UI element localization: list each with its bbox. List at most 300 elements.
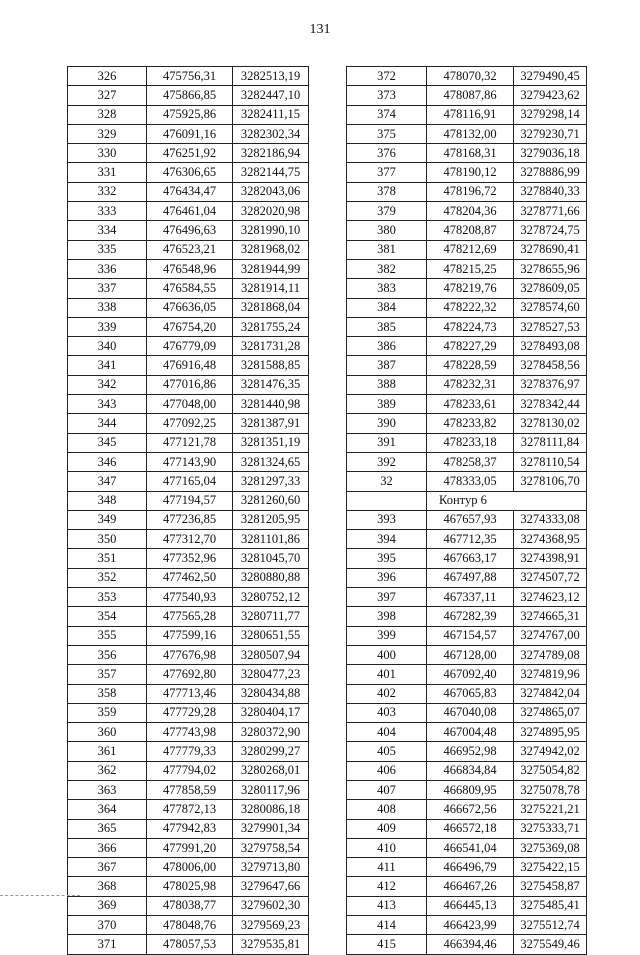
table-row — [347, 510, 587, 529]
point-number-cell: 393 — [347, 510, 427, 529]
x-coordinate-cell: 477462,50 — [147, 568, 233, 587]
table-row — [347, 124, 587, 143]
table-row — [347, 221, 587, 240]
table-row — [347, 472, 587, 491]
point-number-cell: 369 — [68, 896, 147, 915]
x-coordinate-cell: 477540,93 — [147, 588, 233, 607]
y-coordinate-cell: 3281968,02 — [233, 240, 309, 259]
table-row — [68, 433, 309, 452]
table-row — [68, 491, 309, 510]
point-number-cell: 365 — [68, 819, 147, 838]
table-row — [68, 182, 309, 201]
y-coordinate-cell: 3278886,99 — [514, 163, 587, 182]
table-row — [347, 684, 587, 703]
point-number-cell: 400 — [347, 645, 427, 664]
x-coordinate-cell: 475866,85 — [147, 86, 233, 105]
table-row — [68, 163, 309, 182]
point-number-cell: 327 — [68, 86, 147, 105]
x-coordinate-cell: 477143,90 — [147, 452, 233, 471]
y-coordinate-cell: 3278655,96 — [514, 259, 587, 278]
point-number-cell: 352 — [68, 568, 147, 587]
point-number-cell: 364 — [68, 800, 147, 819]
x-coordinate-cell: 467065,83 — [427, 684, 514, 703]
point-number-cell: 392 — [347, 452, 427, 471]
point-number-cell: 368 — [68, 877, 147, 896]
point-number-cell: 391 — [347, 433, 427, 452]
table-row — [68, 414, 309, 433]
table-row — [68, 298, 309, 317]
y-coordinate-cell: 3281045,70 — [233, 549, 309, 568]
x-coordinate-cell: 467337,11 — [427, 588, 514, 607]
table-row — [68, 472, 309, 491]
table-row — [347, 665, 587, 684]
y-coordinate-cell: 3278111,84 — [514, 433, 587, 452]
x-coordinate-cell: 477194,57 — [147, 491, 233, 510]
table-row — [68, 568, 309, 587]
y-coordinate-cell: 3274398,91 — [514, 549, 587, 568]
x-coordinate-cell: 476754,20 — [147, 317, 233, 336]
table-row — [347, 858, 587, 877]
table-row — [347, 780, 587, 799]
table-row — [347, 877, 587, 896]
point-number-cell: 410 — [347, 838, 427, 857]
y-coordinate-cell: 3281476,35 — [233, 375, 309, 394]
y-coordinate-cell: 3280117,96 — [233, 780, 309, 799]
y-coordinate-cell: 3278690,41 — [514, 240, 587, 259]
point-number-cell: 328 — [68, 105, 147, 124]
x-coordinate-cell: 476461,04 — [147, 202, 233, 221]
y-coordinate-cell: 3281205,95 — [233, 510, 309, 529]
point-number-cell: 355 — [68, 626, 147, 645]
x-coordinate-cell: 478232,31 — [427, 375, 514, 394]
x-coordinate-cell: 478168,31 — [427, 144, 514, 163]
point-number-cell: 337 — [68, 279, 147, 298]
x-coordinate-cell: 478070,32 — [427, 67, 514, 86]
y-coordinate-cell: 3281868,04 — [233, 298, 309, 317]
table-row — [68, 452, 309, 471]
y-coordinate-cell: 3278527,53 — [514, 317, 587, 336]
y-coordinate-cell: 3275512,74 — [514, 916, 587, 935]
table-row — [347, 549, 587, 568]
table-row — [347, 202, 587, 221]
x-coordinate-cell: 478233,82 — [427, 414, 514, 433]
point-number-cell: 344 — [68, 414, 147, 433]
y-coordinate-cell: 3279423,62 — [514, 86, 587, 105]
x-coordinate-cell: 476636,05 — [147, 298, 233, 317]
table-row — [68, 896, 309, 915]
y-coordinate-cell: 3278574,60 — [514, 298, 587, 317]
x-coordinate-cell: 477743,98 — [147, 723, 233, 742]
y-coordinate-cell: 3278840,33 — [514, 182, 587, 201]
x-coordinate-cell: 467040,08 — [427, 703, 514, 722]
point-number-cell: 371 — [68, 935, 147, 954]
table-row — [68, 877, 309, 896]
y-coordinate-cell: 3275458,87 — [514, 877, 587, 896]
y-coordinate-cell: 3278106,70 — [514, 472, 587, 491]
point-number-cell: 347 — [68, 472, 147, 491]
x-coordinate-cell: 477165,04 — [147, 472, 233, 491]
point-number-cell: 377 — [347, 163, 427, 182]
x-coordinate-cell: 476091,16 — [147, 124, 233, 143]
x-coordinate-cell: 477016,86 — [147, 375, 233, 394]
x-coordinate-cell: 476496,63 — [147, 221, 233, 240]
x-coordinate-cell: 477092,25 — [147, 414, 233, 433]
point-number-cell: 374 — [347, 105, 427, 124]
y-coordinate-cell: 3279490,45 — [514, 67, 587, 86]
table-row — [347, 259, 587, 278]
y-coordinate-cell: 3282302,34 — [233, 124, 309, 143]
x-coordinate-cell: 476306,65 — [147, 163, 233, 182]
point-number-cell: 402 — [347, 684, 427, 703]
y-coordinate-cell: 3280651,55 — [233, 626, 309, 645]
y-coordinate-cell: 3280477,23 — [233, 665, 309, 684]
x-coordinate-cell: 477692,80 — [147, 665, 233, 684]
point-number-cell: 396 — [347, 568, 427, 587]
point-number-cell: 414 — [347, 916, 427, 935]
y-coordinate-cell: 3278724,75 — [514, 221, 587, 240]
table-row — [68, 337, 309, 356]
y-coordinate-cell: 3275078,78 — [514, 780, 587, 799]
x-coordinate-cell: 478228,59 — [427, 356, 514, 375]
table-row — [68, 626, 309, 645]
table-row — [68, 742, 309, 761]
y-coordinate-cell: 3275221,21 — [514, 800, 587, 819]
x-coordinate-cell: 466467,26 — [427, 877, 514, 896]
x-coordinate-cell: 467154,57 — [427, 626, 514, 645]
y-coordinate-cell: 3274895,95 — [514, 723, 587, 742]
x-coordinate-cell: 476251,92 — [147, 144, 233, 163]
point-number-cell: 385 — [347, 317, 427, 336]
x-coordinate-cell: 478233,18 — [427, 433, 514, 452]
table-row — [68, 105, 309, 124]
x-coordinate-cell: 477872,13 — [147, 800, 233, 819]
y-coordinate-cell: 3279647,66 — [233, 877, 309, 896]
x-coordinate-cell: 477858,59 — [147, 780, 233, 799]
x-coordinate-cell: 478222,32 — [427, 298, 514, 317]
x-coordinate-cell: 478196,72 — [427, 182, 514, 201]
section-label: Контур 6 — [427, 491, 587, 510]
y-coordinate-cell: 3280086,18 — [233, 800, 309, 819]
x-coordinate-cell: 466496,79 — [427, 858, 514, 877]
table-row — [347, 916, 587, 935]
y-coordinate-cell: 3281101,86 — [233, 530, 309, 549]
table-row — [68, 588, 309, 607]
y-coordinate-cell: 3275485,41 — [514, 896, 587, 915]
table-row — [68, 858, 309, 877]
point-number-cell: 334 — [68, 221, 147, 240]
table-row — [347, 568, 587, 587]
point-number-cell: 348 — [68, 491, 147, 510]
y-coordinate-cell: 3279569,23 — [233, 916, 309, 935]
table-row — [68, 723, 309, 742]
point-number-cell: 379 — [347, 202, 427, 221]
y-coordinate-cell: 3279901,34 — [233, 819, 309, 838]
x-coordinate-cell: 478208,87 — [427, 221, 514, 240]
y-coordinate-cell: 3274789,08 — [514, 645, 587, 664]
point-number-cell: 346 — [68, 452, 147, 471]
table-row — [68, 124, 309, 143]
table-row — [68, 780, 309, 799]
point-number-cell: 32 — [347, 472, 427, 491]
point-number-cell: 367 — [68, 858, 147, 877]
y-coordinate-cell: 3281755,24 — [233, 317, 309, 336]
y-coordinate-cell: 3278376,97 — [514, 375, 587, 394]
y-coordinate-cell: 3278609,05 — [514, 279, 587, 298]
x-coordinate-cell: 466809,95 — [427, 780, 514, 799]
point-number-cell: 386 — [347, 337, 427, 356]
point-number-cell: 357 — [68, 665, 147, 684]
point-number-cell: 363 — [68, 780, 147, 799]
point-number-cell: 387 — [347, 356, 427, 375]
y-coordinate-cell: 3281297,33 — [233, 472, 309, 491]
y-coordinate-cell: 3281944,99 — [233, 259, 309, 278]
table-row — [68, 356, 309, 375]
table-row — [347, 163, 587, 182]
y-coordinate-cell: 3279298,14 — [514, 105, 587, 124]
y-coordinate-cell: 3278771,66 — [514, 202, 587, 221]
y-coordinate-cell: 3282447,10 — [233, 86, 309, 105]
x-coordinate-cell: 478233,61 — [427, 395, 514, 414]
point-number-cell: 384 — [347, 298, 427, 317]
table-row — [68, 510, 309, 529]
y-coordinate-cell: 3281990,10 — [233, 221, 309, 240]
table-row — [347, 240, 587, 259]
y-coordinate-cell: 3275054,82 — [514, 761, 587, 780]
x-coordinate-cell: 477779,33 — [147, 742, 233, 761]
point-number-cell: 326 — [68, 67, 147, 86]
table-row — [347, 742, 587, 761]
point-number-cell: 360 — [68, 723, 147, 742]
table-row — [347, 626, 587, 645]
point-number-cell: 349 — [68, 510, 147, 529]
y-coordinate-cell: 3280404,17 — [233, 703, 309, 722]
x-coordinate-cell: 478025,98 — [147, 877, 233, 896]
table-row — [347, 607, 587, 626]
table-row — [68, 144, 309, 163]
table-row — [347, 395, 587, 414]
point-number-cell: 341 — [68, 356, 147, 375]
y-coordinate-cell: 3282043,06 — [233, 182, 309, 201]
point-number-cell: 383 — [347, 279, 427, 298]
table-row — [68, 935, 309, 954]
table-row — [68, 202, 309, 221]
y-coordinate-cell: 3282513,19 — [233, 67, 309, 86]
point-number-cell: 390 — [347, 414, 427, 433]
y-coordinate-cell: 3274623,12 — [514, 588, 587, 607]
x-coordinate-cell: 478333,05 — [427, 472, 514, 491]
point-number-cell: 332 — [68, 182, 147, 201]
y-coordinate-cell: 3274368,95 — [514, 530, 587, 549]
y-coordinate-cell: 3275369,08 — [514, 838, 587, 857]
x-coordinate-cell: 478258,37 — [427, 452, 514, 471]
point-number-cell: 413 — [347, 896, 427, 915]
x-coordinate-cell: 466423,99 — [427, 916, 514, 935]
y-coordinate-cell: 3281440,98 — [233, 395, 309, 414]
y-coordinate-cell: 3280752,12 — [233, 588, 309, 607]
x-coordinate-cell: 478116,91 — [427, 105, 514, 124]
y-coordinate-cell: 3280268,01 — [233, 761, 309, 780]
point-number-cell: 415 — [347, 935, 427, 954]
x-coordinate-cell: 466572,18 — [427, 819, 514, 838]
point-number-cell: 333 — [68, 202, 147, 221]
x-coordinate-cell: 478006,00 — [147, 858, 233, 877]
point-number-cell: 329 — [68, 124, 147, 143]
x-coordinate-cell: 478087,86 — [427, 86, 514, 105]
point-number-cell: 382 — [347, 259, 427, 278]
x-coordinate-cell: 477794,02 — [147, 761, 233, 780]
x-coordinate-cell: 467282,39 — [427, 607, 514, 626]
point-number-cell: 397 — [347, 588, 427, 607]
point-number-cell: 412 — [347, 877, 427, 896]
point-number-cell: 354 — [68, 607, 147, 626]
table-row — [347, 298, 587, 317]
y-coordinate-cell: 3280299,27 — [233, 742, 309, 761]
point-number-cell: 399 — [347, 626, 427, 645]
x-coordinate-cell: 477048,00 — [147, 395, 233, 414]
table-row — [347, 337, 587, 356]
point-number-cell: 406 — [347, 761, 427, 780]
x-coordinate-cell: 477991,20 — [147, 838, 233, 857]
point-number-cell: 340 — [68, 337, 147, 356]
table-row — [347, 723, 587, 742]
y-coordinate-cell: 3274665,31 — [514, 607, 587, 626]
page-number: 131 — [309, 22, 331, 37]
x-coordinate-cell: 478224,73 — [427, 317, 514, 336]
table-row — [347, 588, 587, 607]
point-number-cell: 366 — [68, 838, 147, 857]
table-row — [347, 645, 587, 664]
table-row — [347, 761, 587, 780]
y-coordinate-cell: 3274507,72 — [514, 568, 587, 587]
point-number-cell: 331 — [68, 163, 147, 182]
point-number-cell: 403 — [347, 703, 427, 722]
point-number-cell: 408 — [347, 800, 427, 819]
y-coordinate-cell: 3278493,08 — [514, 337, 587, 356]
table-row — [347, 414, 587, 433]
table-row — [68, 549, 309, 568]
section-header-row — [347, 491, 587, 510]
point-number-cell: 389 — [347, 395, 427, 414]
x-coordinate-cell: 467657,93 — [427, 510, 514, 529]
x-coordinate-cell: 477121,78 — [147, 433, 233, 452]
x-coordinate-cell: 477312,70 — [147, 530, 233, 549]
table-row — [68, 607, 309, 626]
table-row — [68, 761, 309, 780]
y-coordinate-cell: 3279535,81 — [233, 935, 309, 954]
y-coordinate-cell: 3275549,46 — [514, 935, 587, 954]
y-coordinate-cell: 3278342,44 — [514, 395, 587, 414]
table-row — [347, 317, 587, 336]
table-row — [347, 67, 587, 86]
point-number-cell: 398 — [347, 607, 427, 626]
x-coordinate-cell: 478057,53 — [147, 935, 233, 954]
point-number-cell: 343 — [68, 395, 147, 414]
x-coordinate-cell: 478215,25 — [427, 259, 514, 278]
y-coordinate-cell: 3280507,94 — [233, 645, 309, 664]
y-coordinate-cell: 3281588,85 — [233, 356, 309, 375]
footer-scan-mark — [0, 895, 80, 897]
coordinates-table-left — [67, 66, 309, 955]
x-coordinate-cell: 467663,17 — [427, 549, 514, 568]
table-row — [68, 317, 309, 336]
y-coordinate-cell: 3280880,88 — [233, 568, 309, 587]
x-coordinate-cell: 476779,09 — [147, 337, 233, 356]
x-coordinate-cell: 478219,76 — [427, 279, 514, 298]
x-coordinate-cell: 476584,55 — [147, 279, 233, 298]
x-coordinate-cell: 476548,96 — [147, 259, 233, 278]
point-number-cell: 380 — [347, 221, 427, 240]
point-number-cell: 372 — [347, 67, 427, 86]
y-coordinate-cell: 3278110,54 — [514, 452, 587, 471]
y-coordinate-cell: 3280372,90 — [233, 723, 309, 742]
table-row — [68, 86, 309, 105]
x-coordinate-cell: 476434,47 — [147, 182, 233, 201]
x-coordinate-cell: 475925,86 — [147, 105, 233, 124]
x-coordinate-cell: 477942,83 — [147, 819, 233, 838]
x-coordinate-cell: 476916,48 — [147, 356, 233, 375]
x-coordinate-cell: 478132,00 — [427, 124, 514, 143]
y-coordinate-cell: 3281731,28 — [233, 337, 309, 356]
section-header-blank — [347, 491, 427, 510]
table-row — [68, 279, 309, 298]
point-number-cell: 335 — [68, 240, 147, 259]
table-row — [347, 144, 587, 163]
x-coordinate-cell: 477729,28 — [147, 703, 233, 722]
y-coordinate-cell: 3274842,04 — [514, 684, 587, 703]
point-number-cell: 409 — [347, 819, 427, 838]
table-row — [68, 67, 309, 86]
y-coordinate-cell: 3274942,02 — [514, 742, 587, 761]
y-coordinate-cell: 3275333,71 — [514, 819, 587, 838]
x-coordinate-cell: 478048,76 — [147, 916, 233, 935]
point-number-cell: 336 — [68, 259, 147, 278]
table-row — [347, 182, 587, 201]
y-coordinate-cell: 3279230,71 — [514, 124, 587, 143]
x-coordinate-cell: 477236,85 — [147, 510, 233, 529]
point-number-cell: 330 — [68, 144, 147, 163]
point-number-cell: 394 — [347, 530, 427, 549]
x-coordinate-cell: 467128,00 — [427, 645, 514, 664]
y-coordinate-cell: 3280711,77 — [233, 607, 309, 626]
y-coordinate-cell: 3278458,56 — [514, 356, 587, 375]
x-coordinate-cell: 478204,36 — [427, 202, 514, 221]
y-coordinate-cell: 3279713,80 — [233, 858, 309, 877]
point-number-cell: 388 — [347, 375, 427, 394]
x-coordinate-cell: 466672,56 — [427, 800, 514, 819]
point-number-cell: 350 — [68, 530, 147, 549]
table-row — [68, 665, 309, 684]
point-number-cell: 359 — [68, 703, 147, 722]
point-number-cell: 338 — [68, 298, 147, 317]
x-coordinate-cell: 466394,46 — [427, 935, 514, 954]
x-coordinate-cell: 478038,77 — [147, 896, 233, 915]
point-number-cell: 345 — [68, 433, 147, 452]
coordinates-table-right — [346, 66, 587, 955]
table-row — [347, 819, 587, 838]
table-row — [68, 240, 309, 259]
table-row — [347, 530, 587, 549]
x-coordinate-cell: 466541,04 — [427, 838, 514, 857]
y-coordinate-cell: 3274767,00 — [514, 626, 587, 645]
table-row — [347, 86, 587, 105]
point-number-cell: 405 — [347, 742, 427, 761]
point-number-cell: 342 — [68, 375, 147, 394]
table-row — [347, 935, 587, 954]
y-coordinate-cell: 3281914,11 — [233, 279, 309, 298]
table-row — [68, 530, 309, 549]
table-row — [347, 279, 587, 298]
y-coordinate-cell: 3281260,60 — [233, 491, 309, 510]
